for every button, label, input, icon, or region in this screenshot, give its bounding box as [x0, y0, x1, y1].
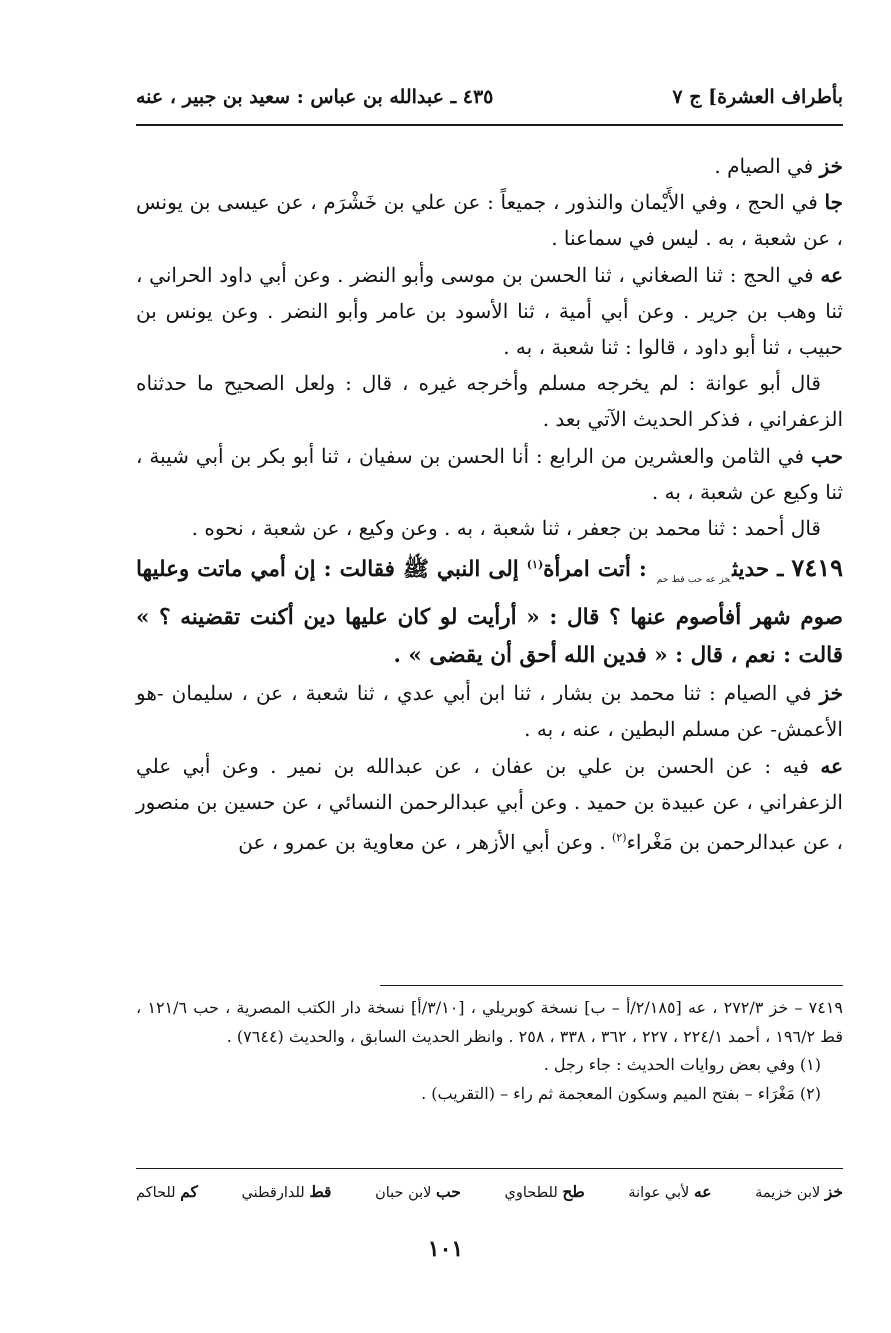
paragraph-ah-chain [136, 748, 843, 861]
page-number: ١٠١ [427, 1236, 464, 1262]
paragraph-ahmad [136, 510, 843, 546]
source-siglum: حب [810, 443, 843, 468]
paragraph-text: قال أحمد : ثنا محمد بن جعفر ، ثنا شعبة ، به . وعن وكيع ، عن شعبة ، نحوه . [191, 516, 821, 541]
footnote-rule [380, 985, 843, 986]
abbreviation-name: للدارقطني [241, 1185, 310, 1201]
footnotes [136, 994, 843, 1108]
running-header [136, 80, 843, 114]
footnote-1: (١) وفي بعض روايات الحديث : جاء رجل . [543, 1055, 821, 1074]
footnote-marker: (١) [526, 558, 544, 572]
abbreviation-item [242, 1182, 332, 1201]
paragraph-hb [136, 438, 843, 510]
paragraph-text: . وعن أبي الأزهر ، عن معاوية بن عمرو ، عن [238, 830, 612, 855]
paragraph-ja [136, 184, 843, 256]
footnote-2: (٢) مَغْرَاء – بفتح الميم وسكون المعجمة ثم راء – (التقريب) . [421, 1083, 821, 1103]
paragraph-text: في الحج : ثنا الصغاني ، ثنا الحسن بن موسى وأبو النضر . وعن أبي داود الحراني ، ثنا وهب بن جرير . وعن أبي أمية ، ثنا الأسود بن عامر وأبو النضر . وعن يونس بن حبيب ، ثنا أبو داود ، قالوا : ثنا شعبة ، به . [136, 262, 843, 360]
hadith-7419 [136, 546, 843, 675]
main-text [136, 148, 843, 860]
abbreviation-item [755, 1182, 843, 1201]
hadith-text-part: : أتت امرأة [543, 557, 655, 583]
paragraph-text: في الحج ، وفي الأَيْمان والنذور ، جميعاً : عن علي بن خَشْرَم ، عن عيسى بن يونس ، عن شعبة ، به . ليس في سماعنا . [136, 190, 843, 251]
abbreviation-name: لابن حبان [375, 1185, 437, 1201]
abbreviation-name: للحاكم [136, 1185, 181, 1201]
paragraph-text: في الثامن والعشرين من الرابع : أنا الحسن بن سفيان ، ثنا أبو بكر بن أبي شيبة ، ثنا وكيع عن شعبة ، به . [136, 443, 843, 504]
abbreviation-name: لابن خزيمة [755, 1185, 825, 1201]
abbreviation-item [375, 1182, 461, 1201]
abbreviation-code: قط [309, 1182, 332, 1201]
source-siglum: عه [820, 753, 844, 778]
hadith-label: ـ حديث [732, 557, 792, 583]
paragraph-text: قال أبو عوانة : لم يخرجه مسلم وأخرجه غيره ، قال : ولعل الصحيح ما حدثناه الزعفراني ، فذكر الحديث الآتي بعد . [136, 371, 843, 432]
paragraph-ah-hajj [136, 257, 843, 366]
abbreviation-code: خز [824, 1182, 843, 1201]
abbreviation-code: عه [693, 1182, 712, 1201]
abbreviation-item [628, 1182, 711, 1201]
footnote-references: ٧٤١٩ – خز ٢٧٢/٣ ، عه [٢/١٨٥/أ – ب] نسخة كوبريلي ، [٣/١٠/أ] نسخة دار الكتب المصرية ، حب ١٢١/٦ ، قط ١٩٦/٢ ، أحمد ٢٢٤/١ ، ٢٢٧ ، ٣٦٢ ، ٣٣٨ ، ٢٥٨ . وانظر الحديث السابق ، والحديث (٧٦٤٤) . [136, 998, 843, 1046]
source-siglum: خز [819, 154, 843, 178]
source-siglum: خز [819, 681, 843, 706]
abbreviation-item [505, 1182, 585, 1201]
footnote-marker: (٢) [611, 831, 627, 845]
paragraph-text: فيه : عن الحسن بن علي بن عفان ، عن عبدالله بن نمير . وعن أبي علي الزعفراني ، عن عبيدة بن حميد . وعن أبي عبدالرحمن النسائي ، عن حسين بن منصور ، عن عبدالرحمن بن مَغْراء [136, 753, 843, 855]
header-volume: بأطراف العشرة] ج ٧ [672, 86, 843, 108]
abbreviation-code: طح [562, 1182, 585, 1201]
source-siglum: عه [820, 262, 843, 287]
source-siglum: جا [824, 190, 843, 215]
hadith-sources-sigla: خز عه حب قط حم [656, 575, 731, 586]
paragraph-text: في الصيام : ثنا محمد بن بشار ، ثنا ابن أبي عدي ، ثنا شعبة ، عن ، سليمان -هو الأعمش- عن مسلم البطين ، عنه ، به . [136, 681, 843, 742]
paragraph-khz-siyam [136, 148, 843, 184]
abbreviation-code: كم [180, 1182, 198, 1201]
abbreviation-name: للطحاوي [504, 1185, 563, 1201]
header-chapter: ٤٣٥ ـ عبدالله بن عباس : سعيد بن جبير ، عنه [136, 86, 494, 108]
abbreviations-key [136, 1182, 843, 1201]
paragraph-abu-awana-remark [136, 365, 843, 437]
abbreviation-name: لأبي عوانة [628, 1185, 694, 1201]
abbreviations-rule [136, 1168, 843, 1169]
abbreviation-item [136, 1182, 198, 1201]
hadith-number: ٧٤١٩ [791, 553, 843, 583]
paragraph-khz-chain [136, 675, 843, 747]
header-rule [136, 124, 843, 126]
abbreviation-code: حب [436, 1182, 461, 1201]
hadith-text-part: إلى النبي ﷺ فقالت : إن أمي ماتت وعليها صوم شهر أفأصوم عنها ؟ قال : « أرأيت لو كان عليها دين أكنت تقضينه ؟ » قالت : نعم ، قال : « فدين الله أحق أن يقضى » . [136, 557, 843, 669]
paragraph-text: في الصيام . [714, 154, 820, 178]
